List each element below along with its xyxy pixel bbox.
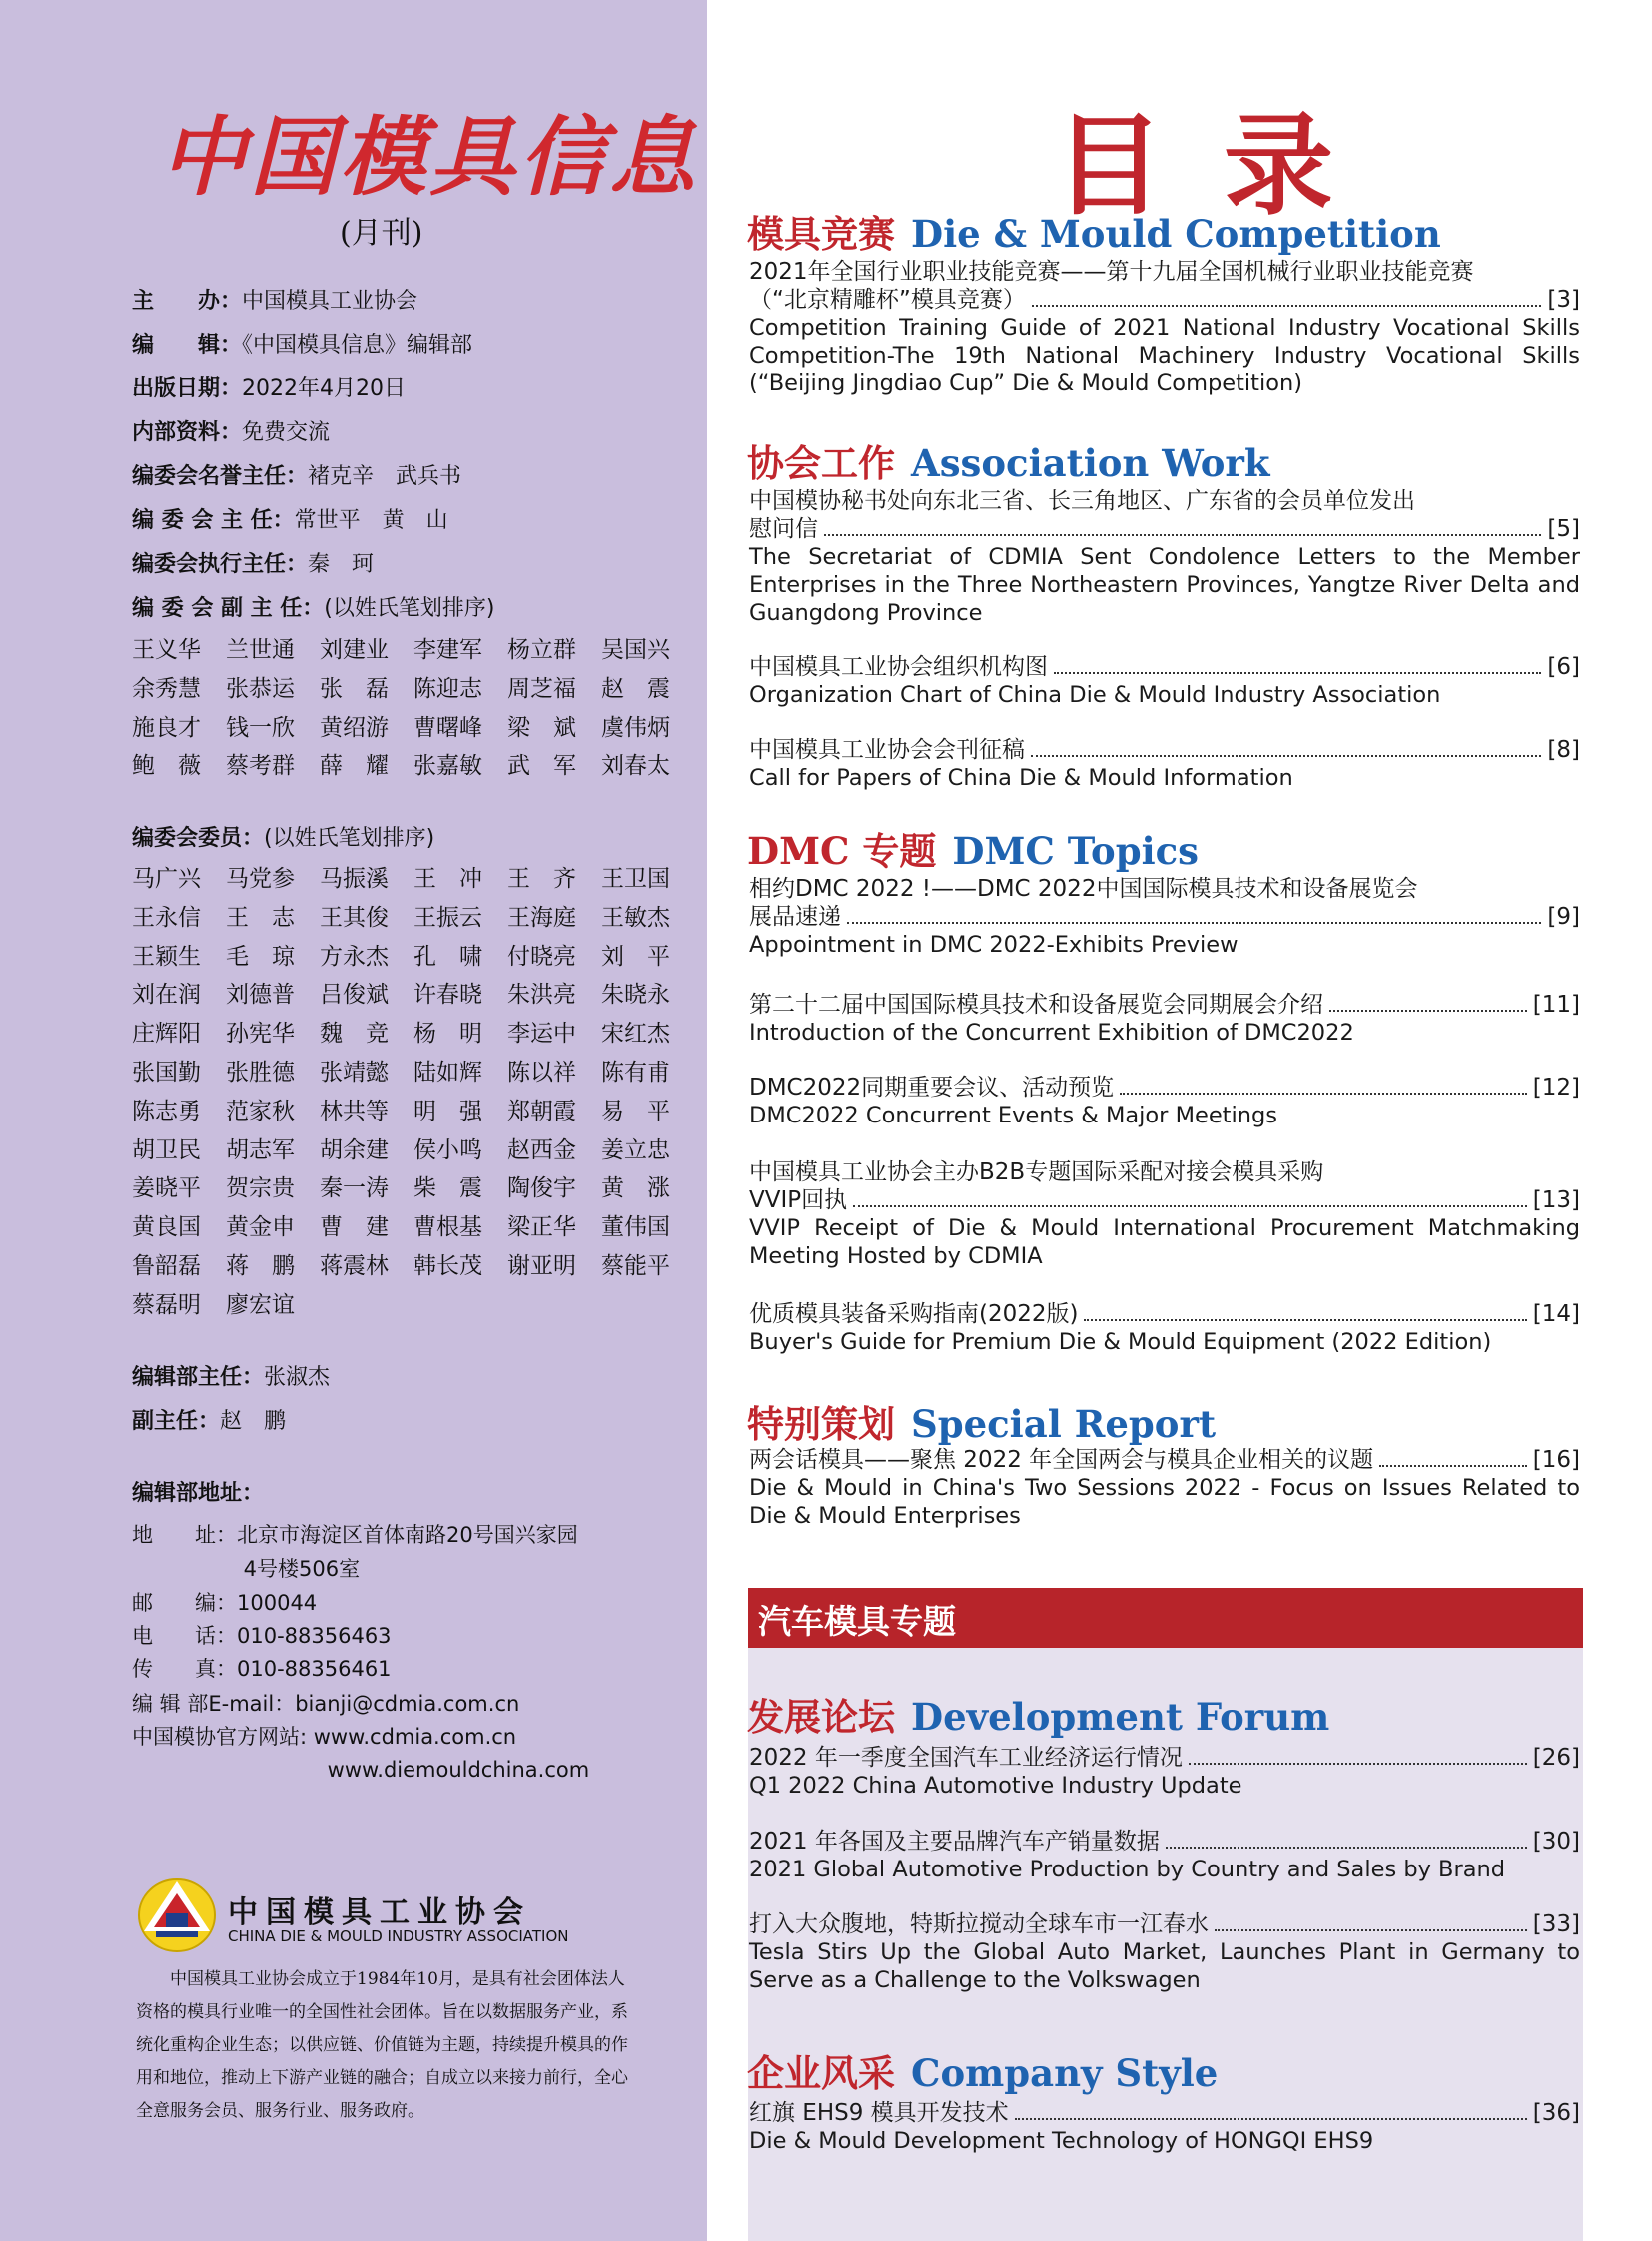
person-name: 陈志勇 <box>132 1098 201 1124</box>
entry-title: 第二十二届中国国际模具技术和设备展览会同期展会介绍 <box>749 992 1323 1018</box>
entry-page: [8] <box>1547 737 1580 763</box>
entry-page: [36] <box>1532 2100 1580 2126</box>
person-name: 朱洪亮 <box>507 982 576 1009</box>
person-name: 陈以祥 <box>507 1059 576 1086</box>
person-name: 胡志军 <box>226 1136 295 1163</box>
entry-title: 2022 年一季度全国汽车工业经济运行情况 <box>749 1745 1183 1771</box>
entry-english: The Secretariat of CDMIA Sent Condolence Letters to the Member Enterprises in the Three Northeastern Provinces, Yangtze River Delta and Guangdong Province <box>749 544 1580 626</box>
person-name: 张靖懿 <box>320 1059 389 1086</box>
members-grid <box>132 860 691 1325</box>
toc-entry[interactable] <box>749 991 1580 1047</box>
toc-entry[interactable] <box>749 1910 1580 1994</box>
association-logo-icon <box>136 1873 218 1953</box>
person-name: 蔡考群 <box>226 753 295 780</box>
entry-title: 中国模具工业协会组织机构图 <box>749 654 1048 680</box>
association-description: 中国模具工业协会成立于1984年10月，是具有社会团体法人资格的模具行业唯一的全国性社会团体。旨在以数据服务产业，系统化重构企业生态；以供应链、价值链为主题，持续提升模具的作用和地位，推动上下游产业链的融合；自成立以来接力前行，全心全意服务会员、服务行业、服务政府。 <box>136 1969 628 2121</box>
person-name: 张恭运 <box>226 675 295 702</box>
person-name: 张胜德 <box>226 1059 295 1086</box>
person-name: 马振溪 <box>320 866 389 892</box>
section-heading: 模具竞赛 Die & Mould Competition <box>747 212 1441 256</box>
entry-title: VVIP回执 <box>749 1187 848 1213</box>
magazine-subtitle: (月刊) <box>340 216 423 251</box>
entry-page: [9] <box>1547 904 1580 930</box>
person-name: 武 军 <box>507 753 576 780</box>
person-name: 王卫国 <box>601 866 670 892</box>
info-executive: 编委会执行主任：秦 珂 <box>132 552 375 577</box>
entry-page: [14] <box>1532 1301 1580 1327</box>
person-name: 黄良国 <box>132 1214 201 1241</box>
person-name: 鲁韶磊 <box>132 1252 201 1279</box>
entry-english: Die & Mould in China's Two Sessions 2022 - Focus on Issues Related to Die & Mould Enterprises <box>749 1475 1580 1529</box>
entry-page: [13] <box>1532 1187 1580 1213</box>
website-2[interactable]: www.diemouldchina.com <box>132 1758 590 1782</box>
person-name: 侯小鸣 <box>413 1136 482 1163</box>
person-name: 梁 斌 <box>507 714 576 741</box>
entry-title: 中国模具工业协会会刊征稿 <box>749 737 1025 763</box>
section-heading: 发展论坛 Development Forum <box>747 1695 1330 1739</box>
person-name: 周芝福 <box>507 675 576 702</box>
entry-title: 中国模协秘书处向东北三省、长三角地区、广东省的会员单位发出 <box>749 488 1415 514</box>
postcode: 邮 编：100044 <box>132 1591 318 1615</box>
info-editor: 编 辑：《中国模具信息》编辑部 <box>132 333 473 358</box>
entry-english: Tesla Stirs Up the Global Auto Market, Launches Plant in Germany to Serve as a Challenge to the Volkswagen <box>749 1939 1580 1993</box>
person-name: 易 平 <box>601 1098 670 1124</box>
person-name: 孙宪华 <box>226 1021 295 1048</box>
person-name: 刘春太 <box>601 753 670 780</box>
person-name: 陈有甫 <box>601 1059 670 1086</box>
person-name: 余秀慧 <box>132 675 201 702</box>
person-name: 柴 震 <box>413 1175 482 1202</box>
toc-entry[interactable] <box>749 875 1580 959</box>
person-name: 杨 明 <box>413 1021 482 1048</box>
person-name: 曹 建 <box>320 1214 389 1241</box>
person-name: 王 齐 <box>507 866 576 892</box>
person-name: 毛 琼 <box>226 943 295 970</box>
person-name: 刘 平 <box>601 943 670 970</box>
telephone: 电 话：010-88356463 <box>132 1624 392 1648</box>
magazine-title: 中国模具信息 <box>160 107 699 208</box>
person-name: 陶俊宇 <box>507 1175 576 1202</box>
toc-heading: 目录 <box>1054 101 1393 230</box>
person-name: 施良才 <box>132 714 201 741</box>
toc-entry[interactable] <box>749 736 1580 792</box>
auto-section-banner: 汽车模具专题 <box>748 1588 1583 1648</box>
person-name: 郑朝霞 <box>507 1098 576 1124</box>
person-name: 梁正华 <box>507 1214 576 1241</box>
entry-page: [33] <box>1532 1911 1580 1937</box>
entry-english: Introduction of the Concurrent Exhibition of DMC2022 <box>749 1020 1354 1046</box>
entry-title: （“北京精雕杯”模具竞赛） <box>749 287 1026 313</box>
info-date: 出版日期：2022年4月20日 <box>132 376 406 401</box>
person-name: 王其俊 <box>320 904 389 931</box>
person-name: 马广兴 <box>132 866 201 892</box>
person-name: 范家秋 <box>226 1098 295 1124</box>
entry-english: VVIP Receipt of Die & Mould International Procurement Matchmaking Meeting Hosted by CDMIA <box>749 1215 1580 1269</box>
person-name: 赵 震 <box>601 675 670 702</box>
toc-panel <box>707 0 1652 2241</box>
person-name: 魏 竞 <box>320 1021 389 1048</box>
person-name: 刘在润 <box>132 982 201 1009</box>
left-panel <box>0 0 707 2241</box>
entry-page: [16] <box>1532 1447 1580 1473</box>
association-name-en: CHINA DIE & MOULD INDUSTRY ASSOCIATION <box>228 1927 569 1945</box>
person-name: 刘德普 <box>226 982 295 1009</box>
entry-title: 展品速递 <box>749 904 841 930</box>
address-line: 4号楼506室 <box>132 1557 361 1581</box>
toc-entry[interactable] <box>749 1744 1580 1800</box>
person-name: 董伟国 <box>601 1214 670 1241</box>
toc-entry[interactable] <box>749 2099 1580 2155</box>
person-name: 朱晓永 <box>601 982 670 1009</box>
person-name: 明 强 <box>413 1098 482 1124</box>
fax: 传 真：010-88356461 <box>132 1657 392 1681</box>
entry-english: Call for Papers of China Die & Mould Information <box>749 765 1293 791</box>
entry-english: DMC2022 Concurrent Events & Major Meetings <box>749 1103 1278 1128</box>
person-name: 钱一欣 <box>226 714 295 741</box>
info-honorary: 编委会名誉主任：褚克辛 武兵书 <box>132 464 462 489</box>
toc-entry[interactable] <box>749 1446 1580 1530</box>
toc-entry[interactable] <box>749 1074 1580 1129</box>
toc-entry[interactable] <box>749 1300 1580 1356</box>
person-name: 王振云 <box>413 904 482 931</box>
person-name: 兰世通 <box>226 637 295 663</box>
entry-english: Competition Training Guide of 2021 National Industry Vocational Skills Competition-The 19th National Machinery Industry Vocational Skills (“Beijing Jingdiao Cup” Die & Mould Competition) <box>749 315 1580 396</box>
person-name: 王海庭 <box>507 904 576 931</box>
entry-title: DMC2022同期重要会议、活动预览 <box>749 1075 1115 1101</box>
person-name: 王颖生 <box>132 943 201 970</box>
entry-title: 打入大众腹地，特斯拉搅动全球车市一江春水 <box>749 1911 1209 1937</box>
person-name: 王永信 <box>132 904 201 931</box>
entry-page: [11] <box>1532 992 1580 1018</box>
entry-english: Buyer's Guide for Premium Die & Mould Equipment (2022 Edition) <box>749 1329 1492 1355</box>
person-name: 赵西金 <box>507 1136 576 1163</box>
address-line: 地 址：北京市海淀区首体南路20号国兴家园 <box>132 1523 578 1547</box>
vice-chief: 副主任：赵 鹏 <box>132 1409 287 1434</box>
person-name: 李运中 <box>507 1021 576 1048</box>
person-name: 姜立忠 <box>601 1136 670 1163</box>
info-internal: 内部资料：免费交流 <box>132 420 331 445</box>
entry-title: 2021年全国行业职业技能竞赛——第十九届全国机械行业职业技能竞赛 <box>749 259 1474 285</box>
entry-page: [30] <box>1532 1829 1580 1855</box>
person-name: 王义华 <box>132 637 201 663</box>
toc-entry[interactable] <box>749 1828 1580 1883</box>
entry-page: [3] <box>1547 287 1580 313</box>
toc-entry[interactable] <box>749 487 1580 627</box>
person-name: 谢亚明 <box>507 1252 576 1279</box>
info-vice: 编 委 会 副 主 任：(以姓氏笔划排序) <box>132 596 495 621</box>
person-name: 鲍 薇 <box>132 753 201 780</box>
entry-page: [26] <box>1532 1745 1580 1771</box>
toc-entry[interactable] <box>749 258 1580 397</box>
person-name: 曹曙峰 <box>413 714 482 741</box>
person-name: 刘建业 <box>320 637 389 663</box>
person-name: 胡卫民 <box>132 1136 201 1163</box>
person-name: 陈迎志 <box>413 675 482 702</box>
person-name: 姜晓平 <box>132 1175 201 1202</box>
entry-english: Q1 2022 China Automotive Industry Update <box>749 1773 1242 1799</box>
person-name: 廖宏谊 <box>226 1291 295 1318</box>
section-heading: 协会工作 Association Work <box>747 441 1270 485</box>
person-name: 胡余建 <box>320 1136 389 1163</box>
person-name: 张国勤 <box>132 1059 201 1086</box>
person-name: 王 志 <box>226 904 295 931</box>
person-name: 王敏杰 <box>601 904 670 931</box>
entry-page: [12] <box>1532 1075 1580 1101</box>
person-name: 宋红杰 <box>601 1021 670 1048</box>
entry-title: 2021 年各国及主要品牌汽车产销量数据 <box>749 1829 1160 1855</box>
entry-title: 慰问信 <box>749 516 818 542</box>
entry-english: Organization Chart of China Die & Mould Industry Association <box>749 682 1441 708</box>
entry-title: 相约DMC 2022 !——DMC 2022中国国际模具技术和设备展览会 <box>749 876 1418 902</box>
person-name: 方永杰 <box>320 943 389 970</box>
entry-page: [6] <box>1547 654 1580 680</box>
info-sponsor: 主 办：中国模具工业协会 <box>132 289 418 314</box>
person-name: 陆如辉 <box>413 1059 482 1086</box>
person-name: 虞伟炳 <box>601 714 670 741</box>
editor-chief: 编辑部主任：张淑杰 <box>132 1365 331 1390</box>
person-name: 黄 涨 <box>601 1175 670 1202</box>
toc-entry[interactable] <box>749 1158 1580 1270</box>
person-name: 蒋震林 <box>320 1252 389 1279</box>
person-name: 吴国兴 <box>601 637 670 663</box>
website[interactable]: 中国模协官方网站: www.cdmia.com.cn <box>132 1725 517 1749</box>
person-name: 秦一涛 <box>320 1175 389 1202</box>
person-name: 黄金申 <box>226 1214 295 1241</box>
person-name: 贺宗贵 <box>226 1175 295 1202</box>
person-name: 林共等 <box>320 1098 389 1124</box>
association-name-cn: 中国模具工业协会 <box>228 1895 531 1930</box>
person-name: 黄绍游 <box>320 714 389 741</box>
person-name: 王 冲 <box>413 866 482 892</box>
person-name: 蒋 鹏 <box>226 1252 295 1279</box>
vice-directors-grid <box>132 631 691 786</box>
entry-title: 优质模具装备采购指南(2022版) <box>749 1301 1079 1327</box>
person-name: 李建军 <box>413 637 482 663</box>
person-name: 杨立群 <box>507 637 576 663</box>
section-heading: 企业风采 Company Style <box>747 2051 1219 2095</box>
person-name: 蔡磊明 <box>132 1291 201 1318</box>
toc-entry[interactable] <box>749 653 1580 709</box>
entry-english: Appointment in DMC 2022-Exhibits Preview <box>749 932 1239 958</box>
person-name: 付晓亮 <box>507 943 576 970</box>
email[interactable]: 编 辑 部E-mail：bianji@cdmia.com.cn <box>132 1692 520 1716</box>
info-director: 编 委 会 主 任：常世平 黄 山 <box>132 508 448 533</box>
entry-title: 红旗 EHS9 模具开发技术 <box>749 2100 1009 2126</box>
entry-english: Die & Mould Development Technology of HONGQI EHS9 <box>749 2128 1374 2154</box>
section-heading: DMC 专题 DMC Topics <box>747 829 1199 873</box>
person-name: 庄辉阳 <box>132 1021 201 1048</box>
address-heading: 编辑部地址： <box>132 1481 265 1506</box>
person-name: 薛 耀 <box>320 753 389 780</box>
person-name: 韩长茂 <box>413 1252 482 1279</box>
entry-title: 两会话模具——聚焦 2022 年全国两会与模具企业相关的议题 <box>749 1447 1374 1473</box>
person-name: 许春晓 <box>413 982 482 1009</box>
person-name: 吕俊斌 <box>320 982 389 1009</box>
person-name: 蔡能平 <box>601 1252 670 1279</box>
section-heading: 特别策划 Special Report <box>747 1402 1217 1446</box>
person-name: 孔 啸 <box>413 943 482 970</box>
person-name: 张 磊 <box>320 675 389 702</box>
person-name: 张嘉敏 <box>413 753 482 780</box>
entry-page: [5] <box>1547 516 1580 542</box>
person-name: 曹根基 <box>413 1214 482 1241</box>
person-name: 马党参 <box>226 866 295 892</box>
entry-title: 中国模具工业协会主办B2B专题国际采配对接会模具采购 <box>749 1159 1324 1185</box>
members-heading: 编委会委员：(以姓氏笔划排序) <box>132 826 435 851</box>
entry-english: 2021 Global Automotive Production by Country and Sales by Brand <box>749 1857 1506 1882</box>
